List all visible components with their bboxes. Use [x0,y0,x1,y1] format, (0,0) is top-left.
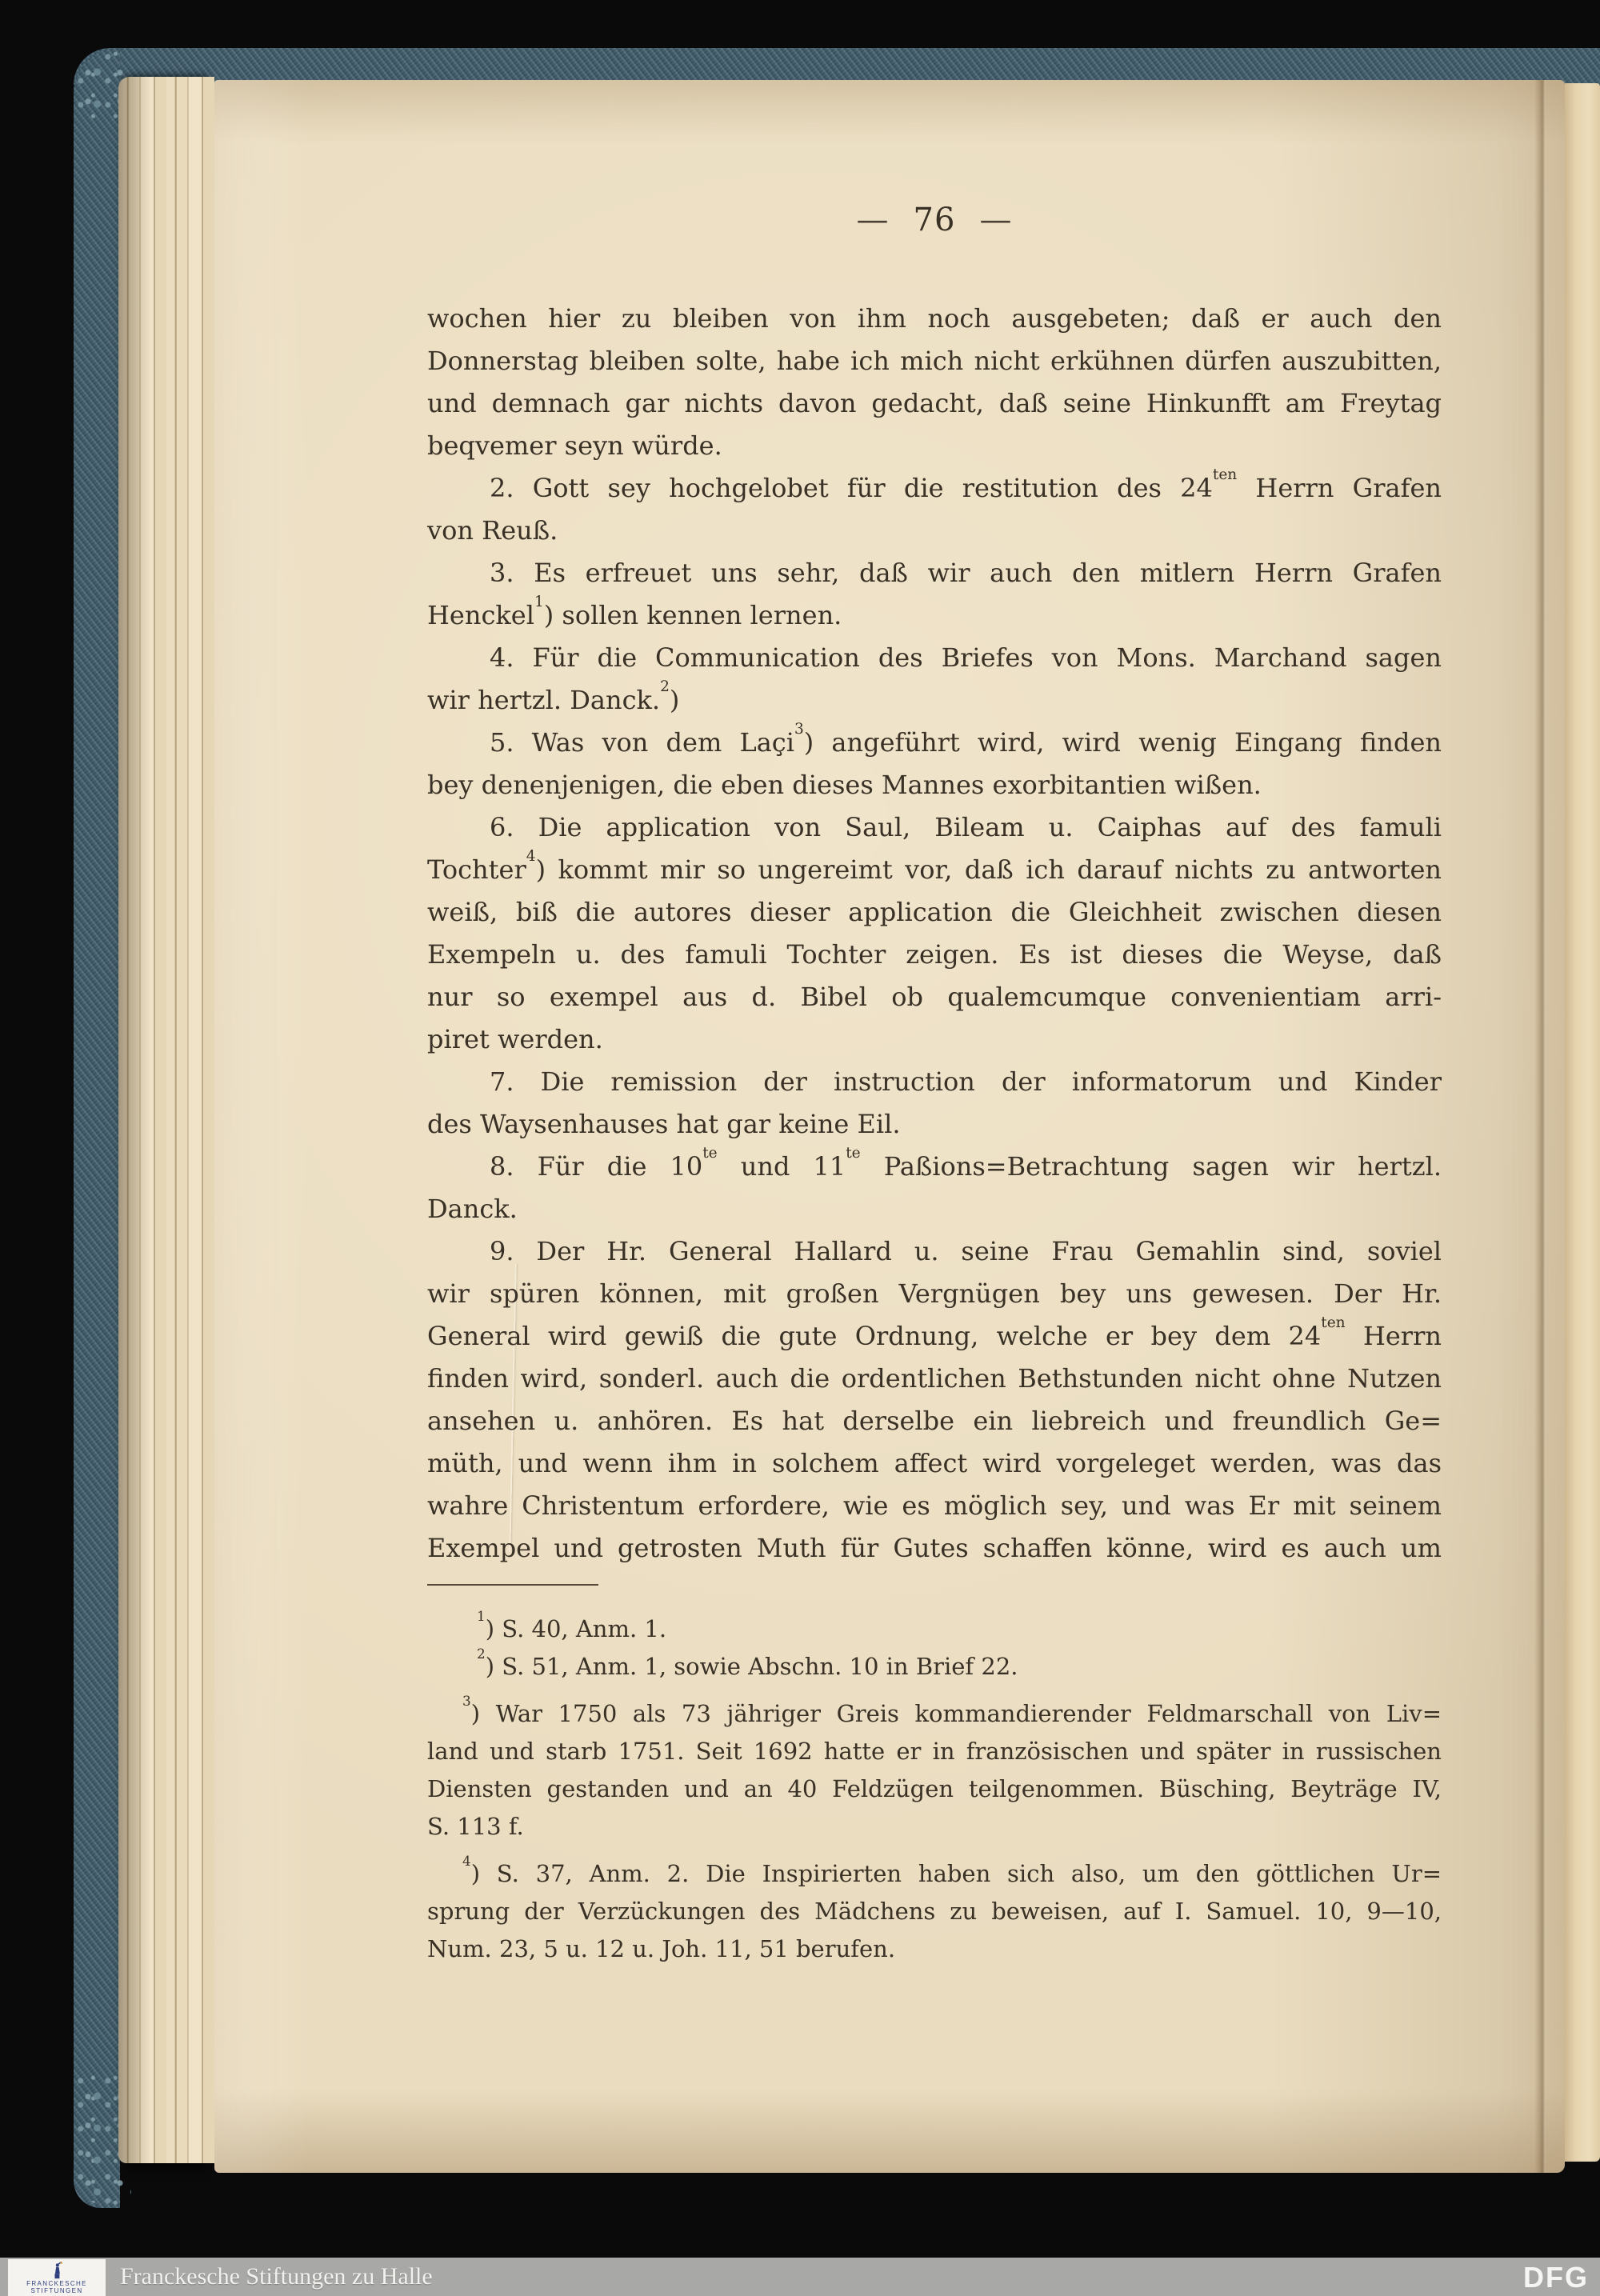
text-line: Tochter$^4$) kommt mir so ungereimt vor, daß ich darauf nichts zu antworten [427,848,1442,885]
text-line: weiß, biß die autores dieser application die Gleichheit zwischen diesen [427,897,1442,927]
text-line: 7. Die remission der instruction der informatorum und Kinder [490,1066,1442,1097]
book-page [214,80,1565,2173]
main-text-block [427,298,1442,1570]
footnote-line: $^1$) S. 40, Anm. 1. [477,1608,667,1642]
footnote [427,1695,1442,1846]
text-line: und demnach gar nichts davon gedacht, daß seine Hinkunfft am Freytag [427,388,1442,418]
text-line: 3. Es erfreuet uns sehr, daß wir auch den mitlern Herrn Grafen [490,558,1442,588]
text-line: 4. Für die Communication des Briefes von Mons. Marchand sagen [490,642,1442,673]
scan-footer-bar [0,2258,1600,2296]
text-line: wir spüren können, mit großen Vergnügen bey uns gewesen. Der Hr. [427,1278,1442,1309]
footnote-line: $^3$) War 1750 als 73 jähriger Greis kommandierender Feldmarschall von Liv= [462,1693,1442,1727]
header-dash-left: — [856,202,890,238]
footnote [427,1855,1442,1968]
footnote-line: $^2$) S. 51, Anm. 1, sowie Abschn. 10 in Brief 22. [477,1646,1018,1680]
facing-page-sliver [1565,83,1600,2162]
text-line: Henckel$^1$) sollen kennen lernen. [427,594,842,630]
footnote-line: S. 113 f. [427,1813,524,1840]
text-line: 9. Der Hr. General Hallard u. seine Frau Gemahlin sind, soviel [490,1236,1442,1266]
text-line: müth, und wenn ihm in solchem affect wird vorgeleget werden, was das [427,1448,1442,1478]
footnote-line: land und starb 1751. Seit 1692 hatte er in französischen und später in russischen [427,1738,1442,1765]
text-line: beqvemer seyn würde. [427,430,722,461]
text-line: nur so exempel aus d. Bibel ob qualemcumque convenientiam arri- [427,982,1442,1012]
footnote-line: Diensten gestanden und an 40 Feldzügen teilgenommen. Büsching, Beyträge IV, [427,1775,1442,1802]
footnote-separator-rule [427,1584,598,1586]
book-cover-left-edge [74,48,120,2208]
gutter-crease-shadow [1534,80,1546,2173]
footnote-line: Num. 23, 5 u. 12 u. Joh. 11, 51 berufen. [427,1935,896,1962]
francke-statue-icon [49,2262,65,2279]
text-line: Exempeln u. des famuli Tochter zeigen. Es ist dieses die Weyse, daß [427,939,1442,970]
page-number: 76 [913,202,956,238]
franckesche-stiftungen-logo [8,2259,106,2296]
text-line: piret werden. [427,1024,603,1054]
text-line: 2. Gott sey hochgelobet für die restitution des $24^{ten}$ Herrn Grafen [490,466,1442,503]
footer-institution-title: Franckesche Stiftungen zu Halle [120,2263,433,2290]
logo-text-line1: FRANCKESCHE [26,2280,87,2287]
text-line: General wird gewiß die gute Ordnung, welche er bey dem $24^{ten}$ Herrn [427,1314,1442,1351]
footnote-line: sprung der Verzückungen des Mädchens zu beweisen, auf I. Samuel. 10, 9—10, [427,1898,1442,1925]
text-line: bey denenjenigen, die eben dieses Mannes exorbitantien wißen. [427,770,1262,800]
dfg-logo: DFG [1523,2261,1589,2294]
footnote-line: $^4$) S. 37, Anm. 2. Die Inspirierten haben sich also, um den göttlichen Ur= [462,1853,1442,1887]
text-line: finden wird, sonderl. auch die ordentlichen Bethstunden nicht ohne Nutzen [427,1363,1442,1394]
footnote [427,1648,1442,1686]
header-dash-right: — [979,202,1013,238]
footnotes-block [427,1610,1442,1968]
page-header [427,200,1442,240]
text-line: wochen hier zu bleiben von ihm noch ausgebeten; daß er auch den [427,303,1442,334]
logo-text-line2: STIFTUNGEN [30,2287,83,2294]
text-line: Donnerstag bleiben solte, habe ich mich nicht erkühnen dürfen auszubitten, [427,346,1442,376]
page-stack-fore-edge [118,77,214,2163]
text-line: Danck. [427,1194,518,1224]
text-line: wahre Christentum erfordere, wie es möglich sey, und was Er mit seinem [427,1490,1442,1521]
text-line: ansehen u. anhören. Es hat derselbe ein liebreich und freundlich Ge= [427,1406,1442,1436]
text-line: von Reuß. [427,515,558,546]
footnote [427,1610,1442,1648]
text-line: Exempel und getrosten Muth für Gutes schaffen könne, wird es auch um [427,1533,1442,1563]
text-line: 5. Was von dem Laçi$^3$) angeführt wird, wird wenig Eingang finden [490,721,1442,758]
text-line: 8. Für die $10^{te}$ und $11^{te}$ Paßions=Betrachtung sagen wir hertzl. [490,1145,1442,1182]
text-line: 6. Die application von Saul, Bileam u. Caiphas auf des famuli [490,812,1442,842]
text-column [427,200,1442,1968]
text-line: des Waysenhauses hat gar keine Eil. [427,1109,901,1139]
text-line: wir hertzl. Danck.$^2$) [427,678,680,715]
